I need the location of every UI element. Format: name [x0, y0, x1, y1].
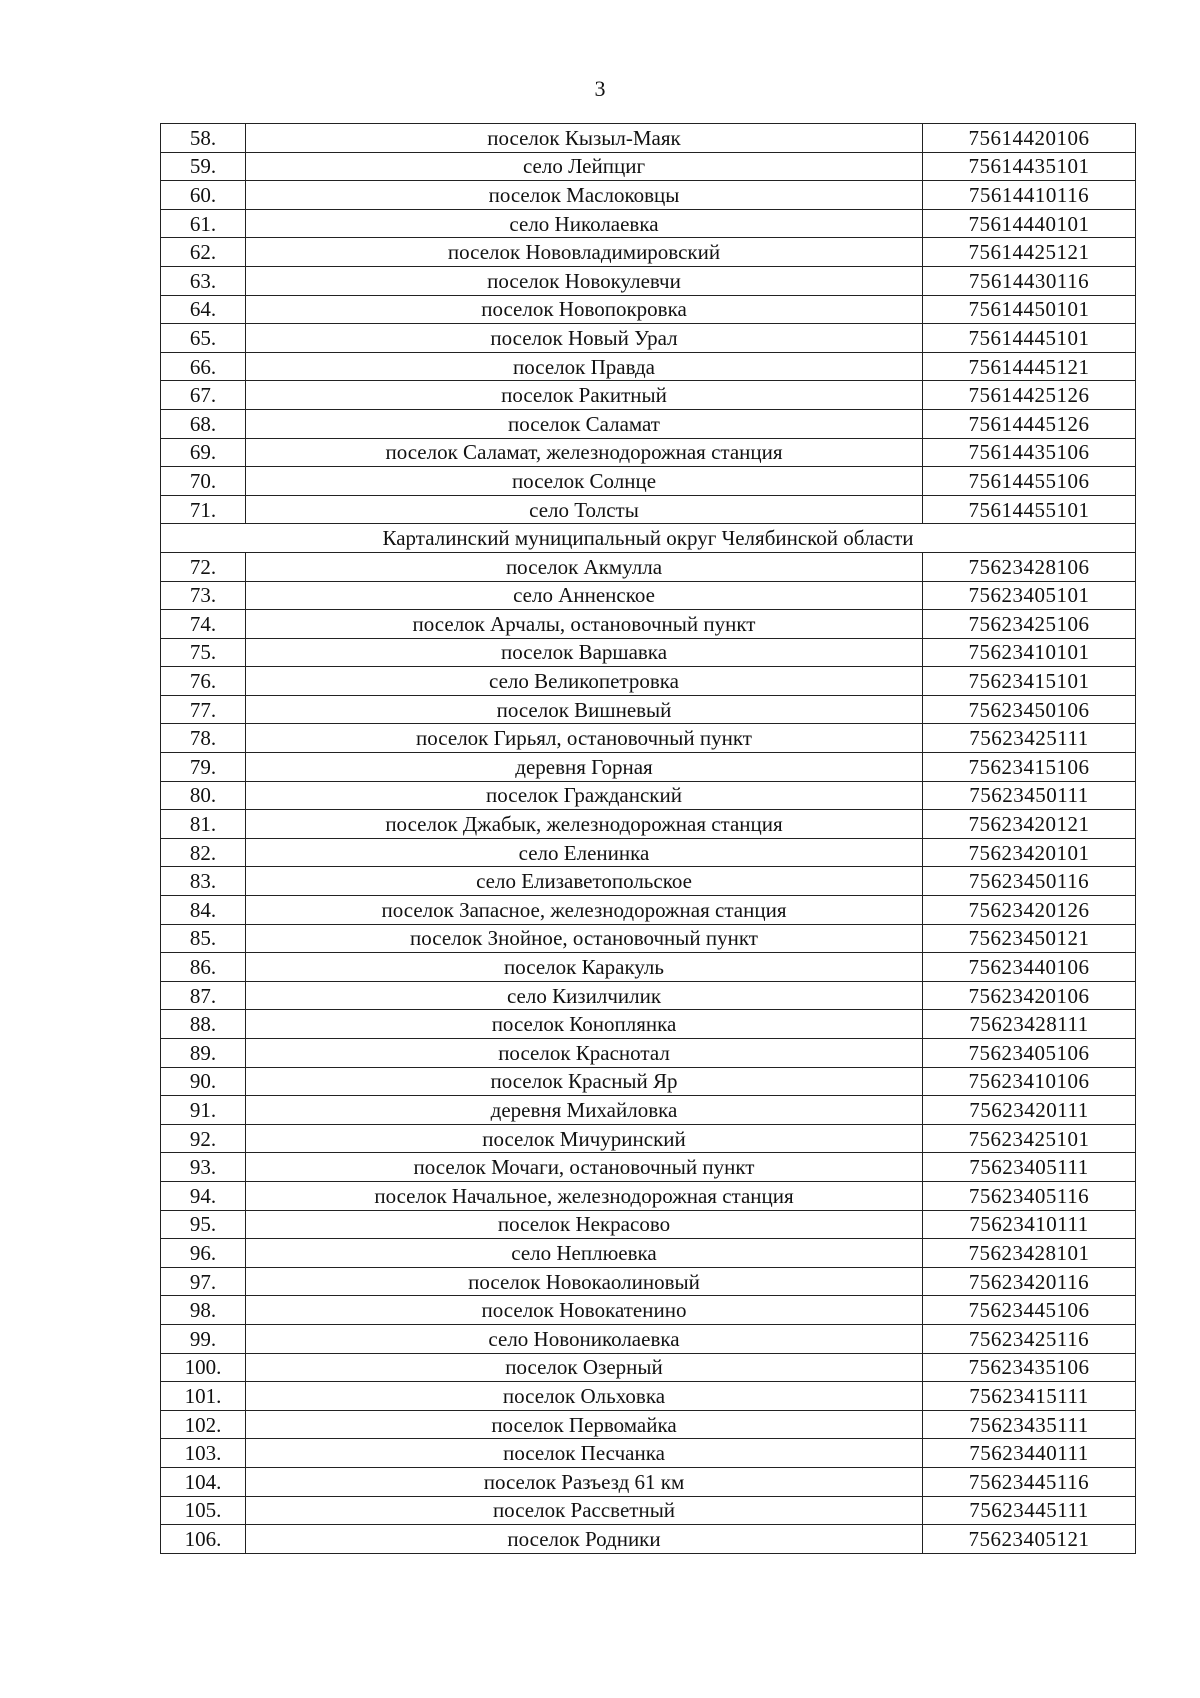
oktmo-code: 75614425121	[923, 238, 1136, 267]
table-row	[161, 1410, 1136, 1439]
settlement-name: поселок Мочаги, остановочный пункт	[246, 1153, 923, 1182]
table-row	[161, 324, 1136, 353]
oktmo-code: 75623405106	[923, 1039, 1136, 1068]
row-number: 103.	[161, 1439, 246, 1468]
row-number: 64.	[161, 295, 246, 324]
row-number: 63.	[161, 266, 246, 295]
row-number: 84.	[161, 896, 246, 925]
oktmo-code: 75614455101	[923, 495, 1136, 524]
table-row	[161, 124, 1136, 153]
row-number: 98.	[161, 1296, 246, 1325]
row-number: 95.	[161, 1210, 246, 1239]
table-row	[161, 552, 1136, 581]
oktmo-code: 75623410111	[923, 1210, 1136, 1239]
oktmo-code: 75623450106	[923, 695, 1136, 724]
oktmo-code: 75623420121	[923, 810, 1136, 839]
table-row	[161, 1181, 1136, 1210]
settlement-name: поселок Краснотал	[246, 1039, 923, 1068]
settlement-name: село Лейпциг	[246, 152, 923, 181]
oktmo-code: 75623425116	[923, 1324, 1136, 1353]
row-number: 68.	[161, 409, 246, 438]
table-row	[161, 1153, 1136, 1182]
settlement-name: поселок Новый Урал	[246, 324, 923, 353]
oktmo-code: 75623428101	[923, 1239, 1136, 1268]
oktmo-code: 75623410101	[923, 638, 1136, 667]
settlement-name: поселок Солнце	[246, 467, 923, 496]
oktmo-code: 75623405101	[923, 581, 1136, 610]
table-row	[161, 638, 1136, 667]
oktmo-code: 75614445121	[923, 352, 1136, 381]
table-row	[161, 1267, 1136, 1296]
row-number: 91.	[161, 1096, 246, 1125]
settlement-name: поселок Родники	[246, 1525, 923, 1554]
row-number: 60.	[161, 181, 246, 210]
table-row	[161, 1210, 1136, 1239]
table-row	[161, 695, 1136, 724]
settlement-name: поселок Красный Яр	[246, 1067, 923, 1096]
table-row	[161, 667, 1136, 696]
settlement-name: поселок Новопокровка	[246, 295, 923, 324]
settlement-name: село Еленинка	[246, 838, 923, 867]
settlement-name: поселок Каракуль	[246, 953, 923, 982]
oktmo-code: 75623440111	[923, 1439, 1136, 1468]
row-number: 58.	[161, 124, 246, 153]
row-number: 94.	[161, 1181, 246, 1210]
settlement-name: село Елизаветопольское	[246, 867, 923, 896]
row-number: 85.	[161, 924, 246, 953]
section-title: Карталинский муниципальный округ Челябинской области	[161, 524, 1136, 553]
table-row	[161, 238, 1136, 267]
settlement-name: село Анненское	[246, 581, 923, 610]
settlement-name: село Новониколаевка	[246, 1324, 923, 1353]
table-row	[161, 1296, 1136, 1325]
oktmo-code: 75623440106	[923, 953, 1136, 982]
settlement-name: поселок Песчанка	[246, 1439, 923, 1468]
table-row	[161, 781, 1136, 810]
settlement-name: деревня Михайловка	[246, 1096, 923, 1125]
table-row	[161, 1096, 1136, 1125]
settlement-name: село Николаевка	[246, 209, 923, 238]
row-number: 86.	[161, 953, 246, 982]
settlement-name: село Кизилчилик	[246, 981, 923, 1010]
row-number: 77.	[161, 695, 246, 724]
oktmo-code: 75623420101	[923, 838, 1136, 867]
row-number: 97.	[161, 1267, 246, 1296]
row-number: 78.	[161, 724, 246, 753]
settlement-name: поселок Варшавка	[246, 638, 923, 667]
oktmo-code: 75614425126	[923, 381, 1136, 410]
row-number: 72.	[161, 552, 246, 581]
settlement-name: поселок Гирьял, остановочный пункт	[246, 724, 923, 753]
table-row	[161, 295, 1136, 324]
settlement-name: село Неплюевка	[246, 1239, 923, 1268]
settlement-name: поселок Кызыл-Маяк	[246, 124, 923, 153]
settlement-name: поселок Коноплянка	[246, 1010, 923, 1039]
settlement-name: поселок Ракитный	[246, 381, 923, 410]
row-number: 93.	[161, 1153, 246, 1182]
settlement-name: поселок Ольховка	[246, 1382, 923, 1411]
row-number: 92.	[161, 1124, 246, 1153]
row-number: 71.	[161, 495, 246, 524]
oktmo-code: 75614430116	[923, 266, 1136, 295]
table-row	[161, 1525, 1136, 1554]
oktmo-code: 75614435106	[923, 438, 1136, 467]
oktmo-code: 75623420126	[923, 896, 1136, 925]
table-row	[161, 1010, 1136, 1039]
oktmo-code: 75623450121	[923, 924, 1136, 953]
row-number: 76.	[161, 667, 246, 696]
settlement-name: поселок Вишневый	[246, 695, 923, 724]
oktmo-code: 75623420106	[923, 981, 1136, 1010]
row-number: 101.	[161, 1382, 246, 1411]
row-number: 66.	[161, 352, 246, 381]
oktmo-code: 75623405116	[923, 1181, 1136, 1210]
settlement-name: поселок Гражданский	[246, 781, 923, 810]
settlement-name: поселок Саламат, железнодорожная станция	[246, 438, 923, 467]
row-number: 80.	[161, 781, 246, 810]
table-row	[161, 581, 1136, 610]
oktmo-code: 75623428106	[923, 552, 1136, 581]
table-row	[161, 152, 1136, 181]
settlements-table	[160, 123, 1136, 1554]
table-row	[161, 352, 1136, 381]
table-row	[161, 810, 1136, 839]
oktmo-code: 75623420116	[923, 1267, 1136, 1296]
settlement-name: поселок Рассветный	[246, 1496, 923, 1525]
table-row	[161, 724, 1136, 753]
settlement-name: деревня Горная	[246, 753, 923, 782]
oktmo-code: 75623420111	[923, 1096, 1136, 1125]
table-row	[161, 1124, 1136, 1153]
settlement-name: поселок Знойное, остановочный пункт	[246, 924, 923, 953]
row-number: 83.	[161, 867, 246, 896]
table-row	[161, 1439, 1136, 1468]
oktmo-code: 75623435111	[923, 1410, 1136, 1439]
settlement-name: поселок Первомайка	[246, 1410, 923, 1439]
oktmo-code: 75614440101	[923, 209, 1136, 238]
row-number: 90.	[161, 1067, 246, 1096]
oktmo-code: 75623435106	[923, 1353, 1136, 1382]
oktmo-code: 75614435101	[923, 152, 1136, 181]
table-row	[161, 1039, 1136, 1068]
table-row	[161, 1353, 1136, 1382]
settlement-name: поселок Правда	[246, 352, 923, 381]
oktmo-code: 75614445101	[923, 324, 1136, 353]
row-number: 106.	[161, 1525, 246, 1554]
table-row	[161, 981, 1136, 1010]
oktmo-code: 75623445116	[923, 1467, 1136, 1496]
row-number: 62.	[161, 238, 246, 267]
row-number: 100.	[161, 1353, 246, 1382]
oktmo-code: 75614450101	[923, 295, 1136, 324]
row-number: 102.	[161, 1410, 246, 1439]
row-number: 104.	[161, 1467, 246, 1496]
oktmo-code: 75623425106	[923, 610, 1136, 639]
table-row	[161, 438, 1136, 467]
table-row	[161, 1239, 1136, 1268]
table-row	[161, 1324, 1136, 1353]
table-body	[161, 124, 1136, 1554]
table-row	[161, 924, 1136, 953]
oktmo-code: 75623425111	[923, 724, 1136, 753]
table-row	[161, 1496, 1136, 1525]
table-row	[161, 495, 1136, 524]
row-number: 75.	[161, 638, 246, 667]
row-number: 99.	[161, 1324, 246, 1353]
table-row	[161, 266, 1136, 295]
table-row	[161, 209, 1136, 238]
section-header-row	[161, 524, 1136, 553]
oktmo-code: 75623405121	[923, 1525, 1136, 1554]
row-number: 105.	[161, 1496, 246, 1525]
table-row	[161, 896, 1136, 925]
oktmo-code: 75623410106	[923, 1067, 1136, 1096]
settlement-name: село Великопетровка	[246, 667, 923, 696]
table-row	[161, 181, 1136, 210]
settlement-name: поселок Запасное, железнодорожная станция	[246, 896, 923, 925]
row-number: 79.	[161, 753, 246, 782]
settlement-name: поселок Саламат	[246, 409, 923, 438]
oktmo-code: 75614420106	[923, 124, 1136, 153]
settlement-name: поселок Маслоковцы	[246, 181, 923, 210]
settlement-name: поселок Нововладимировский	[246, 238, 923, 267]
settlement-name: поселок Некрасово	[246, 1210, 923, 1239]
oktmo-code: 75623415101	[923, 667, 1136, 696]
oktmo-code: 75614455106	[923, 467, 1136, 496]
oktmo-code: 75623450116	[923, 867, 1136, 896]
oktmo-code: 75623415106	[923, 753, 1136, 782]
table-row	[161, 467, 1136, 496]
settlement-name: село Толсты	[246, 495, 923, 524]
settlement-name: поселок Новокатенино	[246, 1296, 923, 1325]
table-row	[161, 753, 1136, 782]
table-row	[161, 610, 1136, 639]
row-number: 89.	[161, 1039, 246, 1068]
settlement-name: поселок Мичуринский	[246, 1124, 923, 1153]
row-number: 73.	[161, 581, 246, 610]
row-number: 67.	[161, 381, 246, 410]
table-row	[161, 1382, 1136, 1411]
settlement-name: поселок Акмулла	[246, 552, 923, 581]
oktmo-code: 75623428111	[923, 1010, 1136, 1039]
settlement-name: поселок Арчалы, остановочный пункт	[246, 610, 923, 639]
table-row	[161, 1467, 1136, 1496]
settlement-name: поселок Новокулевчи	[246, 266, 923, 295]
settlement-name: поселок Новокаолиновый	[246, 1267, 923, 1296]
row-number: 96.	[161, 1239, 246, 1268]
table-row	[161, 953, 1136, 982]
oktmo-code: 75623415111	[923, 1382, 1136, 1411]
row-number: 70.	[161, 467, 246, 496]
settlement-name: поселок Озерный	[246, 1353, 923, 1382]
table-row	[161, 867, 1136, 896]
table-row	[161, 1067, 1136, 1096]
table-row	[161, 381, 1136, 410]
row-number: 59.	[161, 152, 246, 181]
table-row	[161, 409, 1136, 438]
settlement-name: поселок Джабык, железнодорожная станция	[246, 810, 923, 839]
row-number: 74.	[161, 610, 246, 639]
oktmo-code: 75623450111	[923, 781, 1136, 810]
settlement-name: поселок Начальное, железнодорожная станция	[246, 1181, 923, 1210]
row-number: 87.	[161, 981, 246, 1010]
settlement-name: поселок Разъезд 61 км	[246, 1467, 923, 1496]
row-number: 69.	[161, 438, 246, 467]
row-number: 81.	[161, 810, 246, 839]
oktmo-code: 75623445111	[923, 1496, 1136, 1525]
oktmo-code: 75614410116	[923, 181, 1136, 210]
row-number: 61.	[161, 209, 246, 238]
oktmo-code: 75623425101	[923, 1124, 1136, 1153]
table-row	[161, 838, 1136, 867]
row-number: 82.	[161, 838, 246, 867]
oktmo-code: 75623405111	[923, 1153, 1136, 1182]
page-number: 3	[594, 76, 606, 101]
row-number: 88.	[161, 1010, 246, 1039]
oktmo-code: 75623445106	[923, 1296, 1136, 1325]
row-number: 65.	[161, 324, 246, 353]
oktmo-code: 75614445126	[923, 409, 1136, 438]
